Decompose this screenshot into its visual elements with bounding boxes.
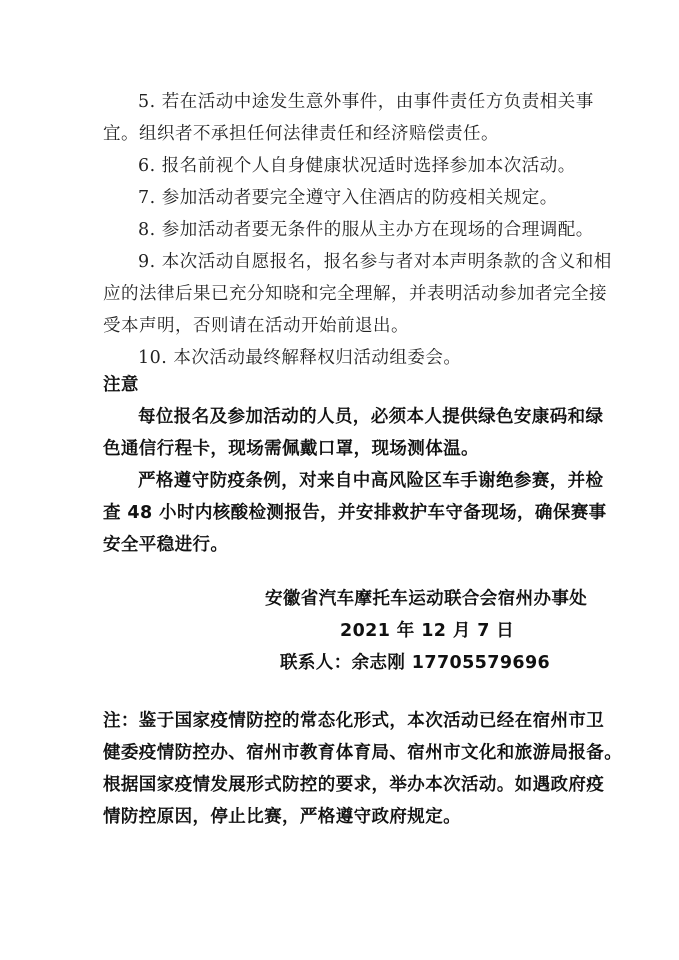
notice-para-2-line-3: 安全平稳进行。 <box>103 535 229 555</box>
clause-10: 10. 本次活动最终解释权归活动组委会。 <box>138 348 462 368</box>
clause-9-line-2: 应的法律后果已充分知晓和完全理解，并表明活动参加者完全接 <box>103 284 607 304</box>
notice-para-2-line-2: 查 48 小时内核酸检测报告，并安排救护车守备现场，确保赛事 <box>103 503 607 523</box>
notice-para-2-line-1: 严格遵守防疫条例，对来自中高风险区车手谢绝参赛，并检 <box>138 471 604 491</box>
clause-9-line-3: 受本声明，否则请在活动开始前退出。 <box>103 316 409 336</box>
signature-contact: 联系人：余志刚 17705579696 <box>280 653 551 673</box>
footnote-line-4: 情防控原因，停止比赛，严格遵守政府规定。 <box>103 807 461 827</box>
clause-7: 7. 参加活动者要完全遵守入住酒店的防疫相关规定。 <box>138 188 558 208</box>
signature-date: 2021 年 12 月 7 日 <box>340 621 515 641</box>
notice-para-1-line-2: 色通信行程卡，现场需佩戴口罩，现场测体温。 <box>103 439 479 459</box>
footnote-line-3: 根据国家疫情发展形式防控的要求，举办本次活动。如遇政府疫 <box>103 775 605 795</box>
clause-6: 6. 报名前视个人自身健康状况适时选择参加本次活动。 <box>138 156 576 176</box>
notice-heading: 注意 <box>103 375 139 395</box>
notice-para-1-line-1: 每位报名及参加活动的人员，必须本人提供绿色安康码和绿 <box>138 407 604 427</box>
footnote-line-2: 健委疫情防控办、宿州市教育体育局、宿州市文化和旅游局报备。 <box>103 743 623 763</box>
footnote-line-1: 注：鉴于国家疫情防控的常态化形式，本次活动已经在宿州市卫 <box>103 711 605 731</box>
clause-5-line-1: 5. 若在活动中途发生意外事件，由事件责任方负责相关事 <box>138 92 594 112</box>
clause-9-line-1: 9. 本次活动自愿报名，报名参与者对本声明条款的含义和相 <box>138 252 612 272</box>
clause-8: 8. 参加活动者要无条件的服从主办方在现场的合理调配。 <box>138 220 594 240</box>
clause-5-line-2: 宜。组织者不承担任何法律责任和经济赔偿责任。 <box>103 124 499 144</box>
signature-organization: 安徽省汽车摩托车运动联合会宿州办事处 <box>265 589 588 609</box>
